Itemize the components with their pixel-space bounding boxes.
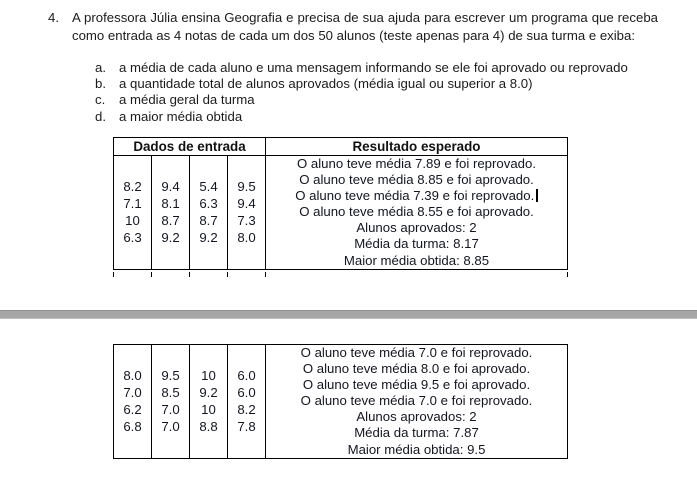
result-line: Média da turma: 7.87 (354, 425, 479, 441)
grades-column-1: 8.2 7.1 10 6.3 (114, 156, 152, 270)
list-item-text: a maior média obtida (119, 108, 243, 124)
page-break-table-stub (113, 272, 568, 277)
grades-column-3: 10 9.2 10 8.8 (190, 345, 228, 459)
result-line: O aluno teve média 8.85 e foi aprovado. (299, 172, 534, 188)
input-header: Dados de entrada (114, 138, 266, 156)
list-item-text: a média geral da turma (119, 92, 255, 108)
grades-column-1: 8.0 7.0 6.2 6.8 (114, 345, 152, 459)
result-line: Alunos aprovados: 2 (356, 409, 477, 425)
expected-output-cell (266, 156, 568, 270)
list-item-text: a quantidade total de alunos aprovados (média igual ou superior a 8.0) (119, 76, 533, 92)
expected-output-cell (266, 345, 568, 459)
list-item (95, 109, 628, 125)
text-cursor (536, 189, 538, 202)
result-line: O aluno teve média 8.55 e foi aprovado. (299, 204, 534, 220)
grades-column-4: 6.0 6.0 8.2 7.8 (228, 345, 266, 459)
list-item-letter: c. (95, 92, 106, 108)
page-break-divider (0, 310, 697, 319)
output-header: Resultado esperado (266, 138, 568, 156)
list-item (95, 92, 628, 108)
list-item-text: a média de cada aluno e uma mensagem informando se ele foi aprovado ou reprovado (119, 60, 628, 75)
list-item-letter: a. (95, 60, 106, 75)
list-item (95, 60, 628, 76)
table-header-row (114, 138, 568, 156)
result-line: O aluno teve média 7.0 e foi reprovado. (300, 393, 533, 409)
list-item (95, 76, 628, 92)
problem-text: A professora Júlia ensina Geografia e precisa de sua ajuda para escrever um programa que receba como entrada as 4 notas de cada um dos 50 alunos (teste apenas para 4) de sua turma e exiba: (72, 10, 658, 43)
table-body-row (114, 345, 568, 459)
grades-column-3: 5.4 6.3 8.7 9.2 (190, 156, 228, 270)
result-line: O aluno teve média 7.39 e foi reprovado. (266, 188, 567, 204)
result-line: O aluno teve média 9.5 e foi aprovado. (302, 377, 531, 393)
problem-number: 4. (48, 10, 59, 25)
result-line: O aluno teve média 8.0 e foi aprovado. (302, 361, 531, 377)
table-body-row (114, 156, 568, 270)
grades-column-2: 9.5 8.5 7.0 7.0 (152, 345, 190, 459)
test-case-1-table (113, 137, 568, 270)
result-line: Alunos aprovados: 2 (356, 220, 477, 236)
list-item-letter: d. (95, 108, 106, 124)
result-line: O aluno teve média 7.89 e foi reprovado. (297, 156, 536, 171)
problem-statement (48, 9, 658, 45)
grades-column-4: 9.5 9.4 7.3 8.0 (228, 156, 266, 270)
result-line: Maior média obtida: 8.85 (343, 252, 490, 268)
requirements-list (95, 60, 628, 125)
result-line: O aluno teve média 7.0 e foi reprovado. (300, 345, 533, 360)
result-line: Média da turma: 8.17 (354, 236, 479, 252)
grades-column-2: 9.4 8.1 8.7 9.2 (152, 156, 190, 270)
test-case-2-table (113, 344, 568, 459)
list-item-letter: b. (95, 76, 106, 92)
result-line: Maior média obtida: 9.5 (347, 441, 486, 457)
